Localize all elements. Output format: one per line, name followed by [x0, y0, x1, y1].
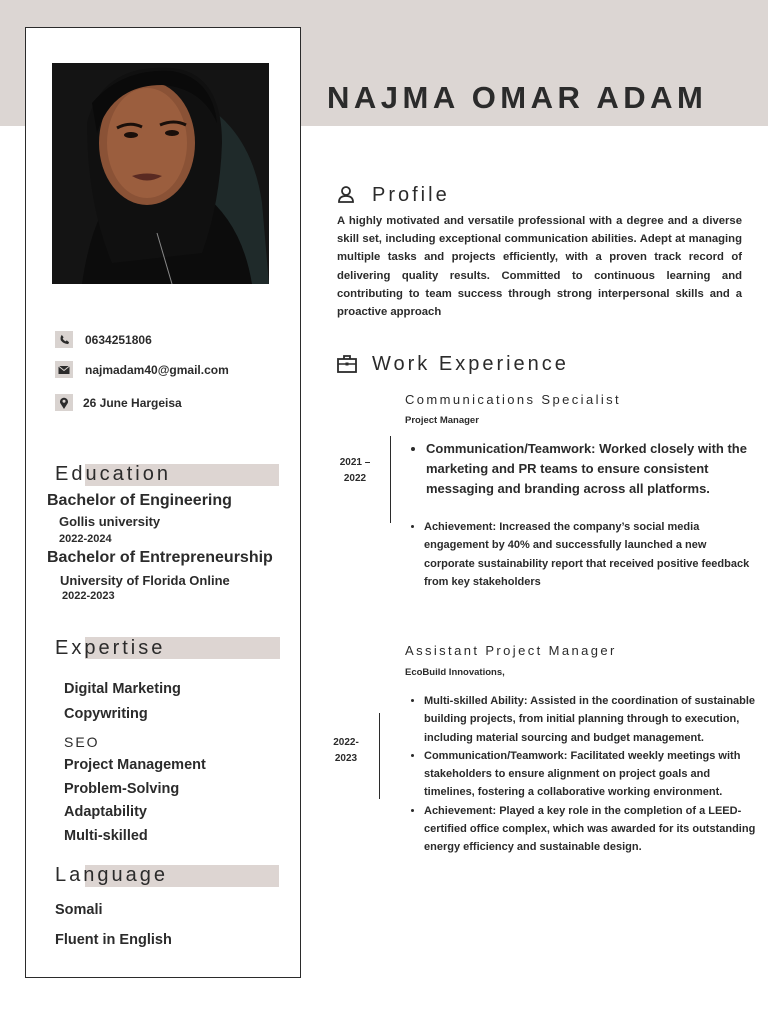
candidate-name: NAJMA OMAR ADAM	[327, 80, 708, 115]
timeline-line	[379, 713, 380, 799]
job-bullets	[405, 692, 762, 857]
skill-item: SEO	[64, 734, 100, 750]
job-date-start: 2021 –	[339, 457, 371, 468]
phone-icon	[55, 331, 73, 348]
envelope-icon	[55, 361, 73, 378]
education-school: University of Florida Online	[60, 573, 230, 588]
phone-number: 0634251806	[85, 332, 152, 347]
contact-email	[55, 361, 229, 378]
job-bullets	[405, 518, 758, 591]
skill-item: Adaptability	[64, 804, 147, 820]
skill-item: Multi-skilled	[64, 828, 148, 844]
skill-item: Problem-Solving	[64, 781, 180, 797]
bullet-item: • Achievement: Increased the company’s social media engagement by 40% and successfully launched a new corporate sustainability report that received positive feedback from key stakeholders	[424, 518, 758, 591]
job-date-end: 2023	[334, 753, 358, 764]
language-heading: Language	[55, 864, 168, 886]
bullet-item: • Multi-skilled Ability: Assisted in the coordination of sustainable building projects, from initial planning through to execution, including material sourcing and budget management.	[424, 692, 762, 747]
education-years: 2022-2024	[59, 533, 112, 545]
skill-item: Copywriting	[64, 706, 148, 722]
contact-location	[55, 394, 182, 411]
bullet-item: • Communication/Teamwork: Facilitated weekly meetings with stakeholders to ensure alignment on project goals and timelines, fostering a collaborative working environment.	[424, 747, 762, 802]
person-icon	[337, 185, 357, 205]
briefcase-icon	[337, 354, 357, 374]
education-heading: Education	[55, 463, 171, 485]
profile-heading: Profile	[372, 184, 450, 206]
contact-phone	[55, 331, 152, 348]
job-dates	[327, 735, 365, 767]
expertise-heading: Expertise	[55, 637, 166, 659]
language-item: Fluent in English	[55, 932, 172, 948]
timeline-line	[390, 436, 391, 523]
education-years: 2022-2023	[62, 590, 115, 602]
education-degree: Bachelor of Entrepreneurship	[47, 549, 273, 566]
language-item: Somali	[55, 902, 103, 918]
work-experience-heading: Work Experience	[372, 353, 569, 375]
profile-summary: A highly motivated and versatile professional with a degree and a diverse skill set, including exceptional communication abilities. Adept at managing multiple tasks and projects efficiently, with a proven track record of delivering quality results. Committed to continuous learning and contributing to team success through strong interpersonal skills and a proactive approach	[337, 215, 742, 319]
job-bullets	[407, 439, 750, 499]
skill-item: Project Management	[64, 757, 206, 773]
job-title: Communications Specialist	[405, 392, 622, 407]
bullet-item: • Achievement: Played a key role in the completion of a LEED-certified office complex, which was awarded for its outstanding energy efficiency and sustainable design.	[424, 802, 762, 857]
job-company: EcoBuild Innovations,	[405, 667, 505, 678]
location-pin-icon	[55, 394, 73, 411]
job-company: Project Manager	[405, 415, 479, 426]
email-address: najmadam40@gmail.com	[85, 362, 229, 377]
job-date-start: 2022-	[333, 737, 359, 748]
education-school: Gollis university	[59, 514, 161, 529]
location: 26 June Hargeisa	[83, 395, 182, 410]
job-dates	[336, 455, 374, 487]
bullet-item: • Communication/Teamwork: Worked closely with the marketing and PR teams to ensure consistent messaging and branding across all platforms.	[426, 439, 750, 499]
education-degree: Bachelor of Engineering	[47, 492, 232, 509]
job-title: Assistant Project Manager	[405, 643, 617, 658]
job-date-end: 2022	[343, 473, 367, 484]
skill-item: Digital Marketing	[64, 681, 181, 697]
profile-photo	[52, 63, 269, 284]
